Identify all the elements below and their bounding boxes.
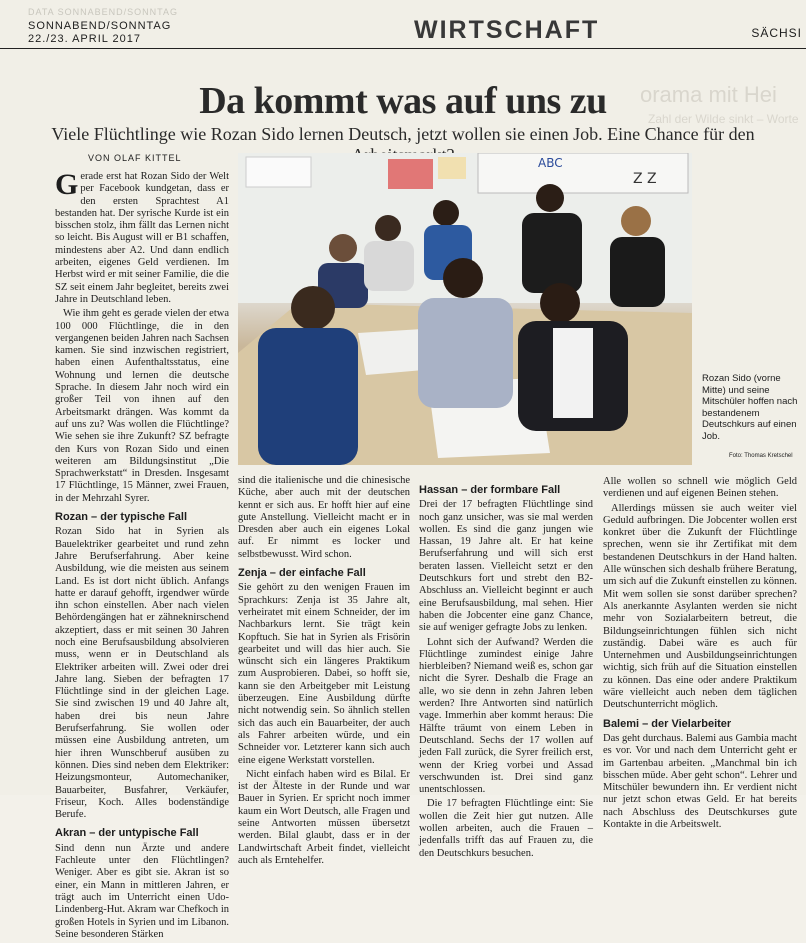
section-heading: Zenja – der einfache Fall: [238, 567, 366, 580]
drop-cap: G: [55, 168, 79, 201]
page-header: [0, 0, 806, 49]
section-heading: Akran – der untypische Fall: [55, 827, 199, 840]
photo-credit: Foto: Thomas Kretschel: [729, 453, 793, 459]
paragraph: Lohnt sich der Aufwand? Werden die Flüchtlinge zumindest einige Jahre hierbleiben? Niemand weiß es, schon gar nicht die Syrer. Deshalb die Frage an alle, wo sie denn in zehn Jahren leben werden? Ihre Antworten sind natürlich vage. Immerhin aber kommt heraus: Die Hälfte träumt von einem Leben in Deutschland. Sechs der 17 wollen auf jeden Fall zurück, die Syrer freilich erst, wenn der Krieg vorbei und Assad verschwunden ist. Drei sind ganz unentschlossen.: [419, 636, 593, 796]
section-heading: Balemi – der Vielarbeiter: [603, 717, 732, 730]
paragraph: Allerdings müssen sie auch weiter viel Geduld aufbringen. Die Jobcenter wollen erst konkret über die Zukunft der Flüchtlinge sprechen, wenn sie ihr Zertifikat mit dem bestandenen Deutschkurs in der Hand halten. Alle wünschen sich deshalb frühere Beratung, um sich auf die Zukunft einstellen zu können. Mit wem sollen sie sonst darüber sprechen? Als anerkannte Asylanten werden sie nicht mehr von Sozialarbeitern betreut, die Bildungseinrichtungen fühlen sich nicht zuständig. Dabei wäre es auch für Unternehmen und Ausbildungseinrichtungen wichtig, sich früh auf die Situation einstellen zu können. Das eine oder andere Praktikum wäre vielleicht auch neben dem täglichen Deutschunterricht möglich.: [603, 502, 797, 711]
faint-masthead-text: DATA SONNABEND/SONNTAG: [28, 7, 179, 17]
paragraph: Die 17 befragten Flüchtlinge eint: Sie wollen die Zeit hier gut nutzen. Alle wollen arbeiten, auch die Frauen – jedenfalls trifft das auf Frauen zu, die den Deutschkurs besuchen.: [419, 798, 593, 859]
region-label: SÄCHSI: [751, 26, 802, 40]
paragraph: Sie gehört zu den wenigen Frauen im Sprachkurs: Zenja ist 35 Jahre alt, verheiratet mit einem Schneider, der im Nachbarkurs lernt. Sie trägt kein Kopftuch. Sie hat in Syrien als Frisörin gearbeitet und will das hier auch. Sie wünscht sich ein längeres Praktikum zum Ausprobieren. Dabei, so hofft sie, kann sie den Arbeitgeber mit Leistung überzeugen. Eine Ausbildung dürfte nicht notwendig sein. So ähnlich stellen sich das auch ein Bauarbeiter, der auch als Fahrer arbeiten würde, und ein Schneider vor. Letzterer kann sich auch eine eigene Werkstatt vorstellen.: [238, 582, 410, 766]
paragraph: Das geht durchaus. Balemi aus Gambia macht es vor. Vor und nach dem Unterricht geht er im Gartenbau arbeiten. „Manchmal bin ich bisschen müde. Aber geht schon“. Lehrer und Mitschüler bewundern ihn. Er verdient nicht nur jetzt schon etwas Geld. Er hat bereits nach Abschluss des Deutschkurses gute Kontakte in die Arbeitswelt.: [603, 732, 797, 831]
article-headline: Da kommt was auf uns zu: [199, 80, 607, 122]
paragraph: Nicht einfach haben wird es Bilal. Er ist der Älteste in der Runde und war Bauer in Syrien. Er spricht noch immer kaum ein Wort Deutsch, alle Fragen und seine Antworten müssen übersetzt werden. Bilal glaubt, dass er in der Landwirtschaft Arbeit findet, vielleicht auch als Erntehelfer.: [238, 768, 410, 866]
issue-date-date: 22./23. APRIL 2017: [28, 33, 141, 45]
bleed-through-sub: Zahl der Wilde sinkt – Worte: [648, 112, 799, 126]
article-photo: [238, 153, 692, 465]
paragraph: [55, 168, 229, 306]
board-letters-2: Z Z: [633, 171, 657, 187]
paragraph: Rozan Sido hat in Syrien als Bauelektriker gearbeitet und rund zehn Jahre Berufserfahrung. Aber keine Ausbildung, wie die meisten aus seinem Land. Es ist dort nicht üblich. Anfangs hatte er darauf gehofft, irgendwer würde ihn schon einstellen. Aber nach vielen Behördengängen hat er zähneknirschend akzeptiert, dass er mit seinen 30 Jahren noch eine Berufsausbildung absolvieren muss, wenn er in Deutschland als Elektriker arbeiten will. Zwei oder drei Jahre lang. Sieben der befragten 17 Flüchtlinge sind in der gleichen Lage. Sie sind zwischen 19 und 40 Jahre alt, haben drei bis neun Jahre Berufserfahrung. Sie wollen oder müssen eine Ausbildung antreten, um hier ihren Wunschberuf ausüben zu können. Dies sind neben dem Elektriker: Heizungsmonteur, Automechaniker, Bauarbeiter, Busfahrer, Verkäufer, Friseur, Koch. Alles bodenständige Berufe.: [55, 526, 229, 821]
section-heading: Hassan – der formbare Fall: [419, 484, 561, 496]
bleed-through-headline: orama mit Hei: [640, 82, 777, 107]
article-byline: VON OLAF KITTEL: [88, 153, 182, 163]
article-column-2: [238, 475, 410, 869]
paragraph: sind die italienische und die chinesische Küche, aber auch mit der deutschen kennt er sich aus. Er hofft hier auf eine gute Anstellung. Vielleicht macht er in Dresden aber auch ein eigenes Lokal auf. Er nimmt es locker und selbstbewusst. Wird schon.: [238, 475, 410, 560]
board-letters: ABC: [538, 156, 563, 170]
paragraph: Sind denn nun Ärzte und andere Fachleute unter den Flüchtlingen? Weniger. Aber es gibt sie. Akran ist so einer, ein Mann in mittleren Jahren, er trägt auch im Unterricht einen Udo-Lindenberg-Hut. Akram war Chefkoch in großen Hotels in Syrien und im Libanon. Seine besonderen Stärken: [55, 842, 229, 940]
article-subheadline: Viele Flüchtlinge wie Rozan Sido lernen Deutsch, jetzt wollen sie einen Job. Eine Chance für den: [51, 124, 755, 144]
section-title: WIRTSCHAFT: [414, 16, 600, 44]
paragraph: Alle wollen so schnell wie möglich Geld verdienen und auf eigenen Beinen stehen.: [603, 476, 797, 500]
photo-caption: Rozan Sido (vorne Mitte) und seine Mitschüler hoffen nach bestandenem Deutschkurs auf einen Job.: [702, 373, 798, 442]
section-heading: Rozan – der typische Fall: [55, 511, 188, 524]
paragraph-text: erade erst hat Rozan Sido der Welt per Facebook kundgetan, dass er den ersten Sprachtest A1 bestanden hat. Der syrische Kurde ist ein bisschen stolz, ihm fällt das Lernen nicht so leicht. Bis August will er B1 schaffen, mindestens aber A2. Und dann endlich arbeiten, eigenes Geld verdienen. Im Herbst wird er mit seiner Familie, die die SZ seit einem Jahr begleitet, bereits zwei Jahre in Deutschland leben.: [55, 171, 229, 305]
article-column-3: [419, 484, 593, 862]
article-column-1: [55, 168, 229, 943]
paragraph: Drei der 17 befragten Flüchtlinge sind noch ganz unsicher, was sie mal werden wollen. Es sind die ganz jungen wie Hassan, 19 Jahre alt. Er hat keine Berufserfahrung und will sich erst beraten lassen. Vielleicht setzt er den Deutschkurs fort und strebt den B2-Abschluss an. Vielleicht beginnt er auch eine Berufsausbildung, mal sehen. Hier haben die Jobcenter eine ganz Chance, sie auf weniger gefragte Jobs zu lenken.: [419, 499, 593, 634]
paragraph: Wie ihm geht es gerade vielen der etwa 100 000 Flüchtlinge, die in den vergangenen beiden Jahren nach Sachsen kamen. Sie sind inzwischen registriert, haben einen Aufenthaltsstatus, eine Wohnung und lernen die deutsche Sprache. In diesem Jahr noch wird ein großer Teil von ihnen auf den Arbeitsmarkt drängen. Was kommt da auf uns zu? Was wollen die Flüchtlinge? Wie sehen sie ihre Zukunft? SZ befragte den Kurs von Rozan Sido und einen weiteren am Bildungsinstitut „Die Sprachwerkstatt“ in Dresden. Insgesamt 17 Flüchtlinge, 15 Männer, zwei Frauen, in der Mehrzahl Syrer.: [55, 308, 229, 504]
issue-date: [28, 7, 179, 46]
issue-date-day: SONNABEND/SONNTAG: [28, 20, 172, 32]
article-column-4: [603, 476, 797, 833]
photo-classroom-illustration: [238, 153, 692, 465]
